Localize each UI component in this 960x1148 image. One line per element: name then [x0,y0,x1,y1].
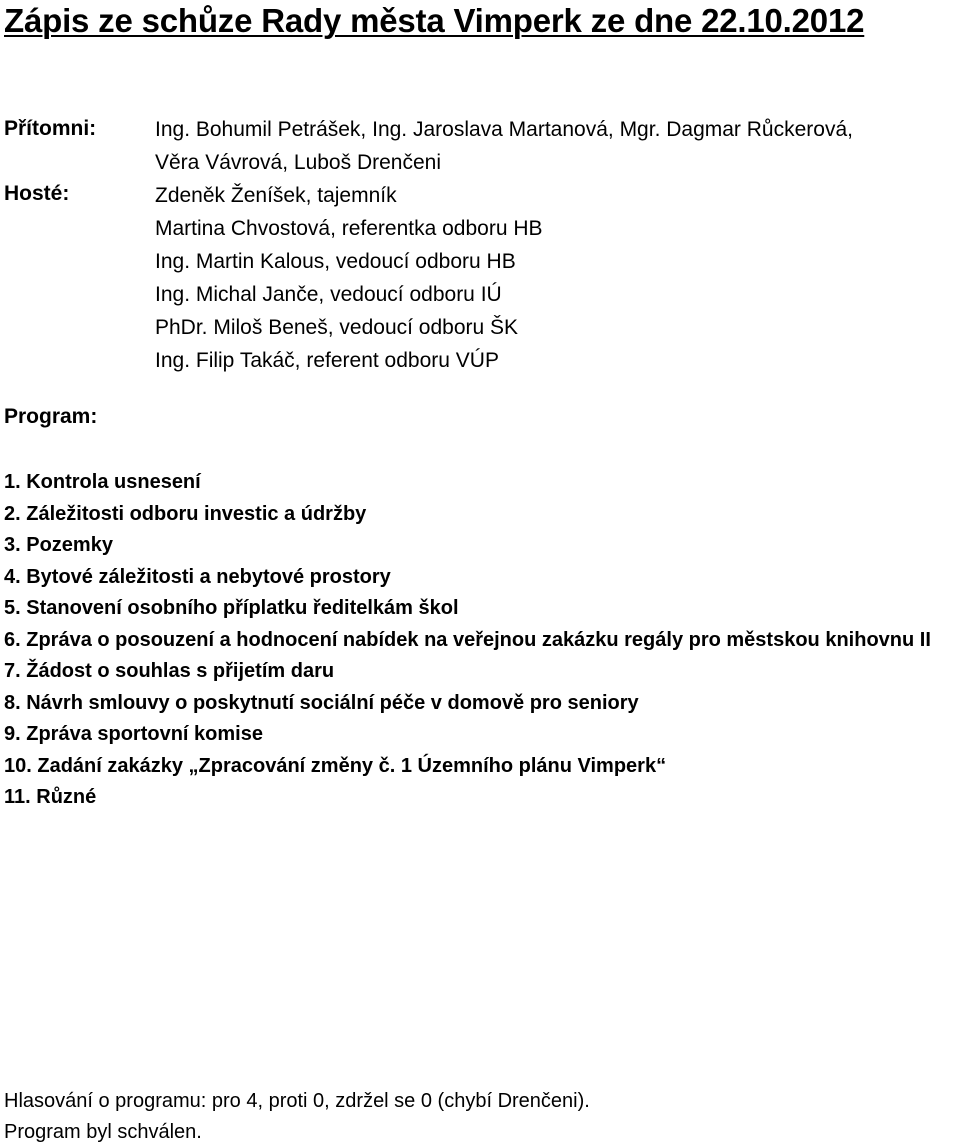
agenda-item: 11. Různé [4,786,97,808]
agenda-item: 2. Záležitosti odboru investic a údržby [4,502,367,525]
guests-label: Hosté: [4,182,70,205]
agenda-item: 3. Pozemky [4,534,113,556]
attendee-list [155,113,853,377]
approval-text: Program byl schválen. [4,1121,202,1143]
guest-line: Ing. Martin Kalous, vedoucí odboru HB [155,250,516,273]
agenda-item: 4. Bytové záležitosti a nebytové prostory [4,565,391,588]
vote-result-text: Hlasování o programu: pro 4, proti 0, zdržel se 0 (chybí Drenčeni). [4,1090,590,1112]
program-label: Program: [4,405,98,428]
agenda-item: 9. Zpráva sportovní komise [4,723,263,745]
guest-line: PhDr. Miloš Beneš, vedoucí odboru ŠK [155,316,519,339]
vote-summary [4,1086,590,1148]
agenda-item: 1. Kontrola usnesení [4,471,201,493]
agenda-item: 8. Návrh smlouvy o poskytnutí sociální péče v domově pro seniory [4,691,639,714]
guest-line: Zdeněk Ženíšek, tajemník [155,184,397,207]
agenda-item: 10. Zadání zakázky „Zpracování změny č. 1 Územního plánu Vimperk“ [4,754,667,777]
agenda-item: 6. Zpráva o posouzení a hodnocení nabídek na veřejnou zakázku regály pro městskou knihovnu II [4,628,931,651]
page-title: Zápis ze schůze Rady města Vimperk ze dne 22.10.2012 [4,2,865,39]
agenda-list [4,467,960,814]
agenda-item: 7. Žádost o souhlas s přijetím daru [4,660,335,682]
attendee-line: Věra Vávrová, Luboš Drenčeni [155,151,441,174]
guest-line: Martina Chvostová, referentka odboru HB [155,217,543,240]
attendee-line: Ing. Bohumil Petrášek, Ing. Jaroslava Martanová, Mgr. Dagmar Růckerová, [155,118,853,141]
guest-line: Ing. Filip Takáč, referent odboru VÚP [155,349,499,372]
present-label: Přítomni: [4,117,97,140]
agenda-item: 5. Stanovení osobního příplatku ředitelkám škol [4,597,459,619]
guest-line: Ing. Michal Janče, vedoucí odboru IÚ [155,283,502,306]
